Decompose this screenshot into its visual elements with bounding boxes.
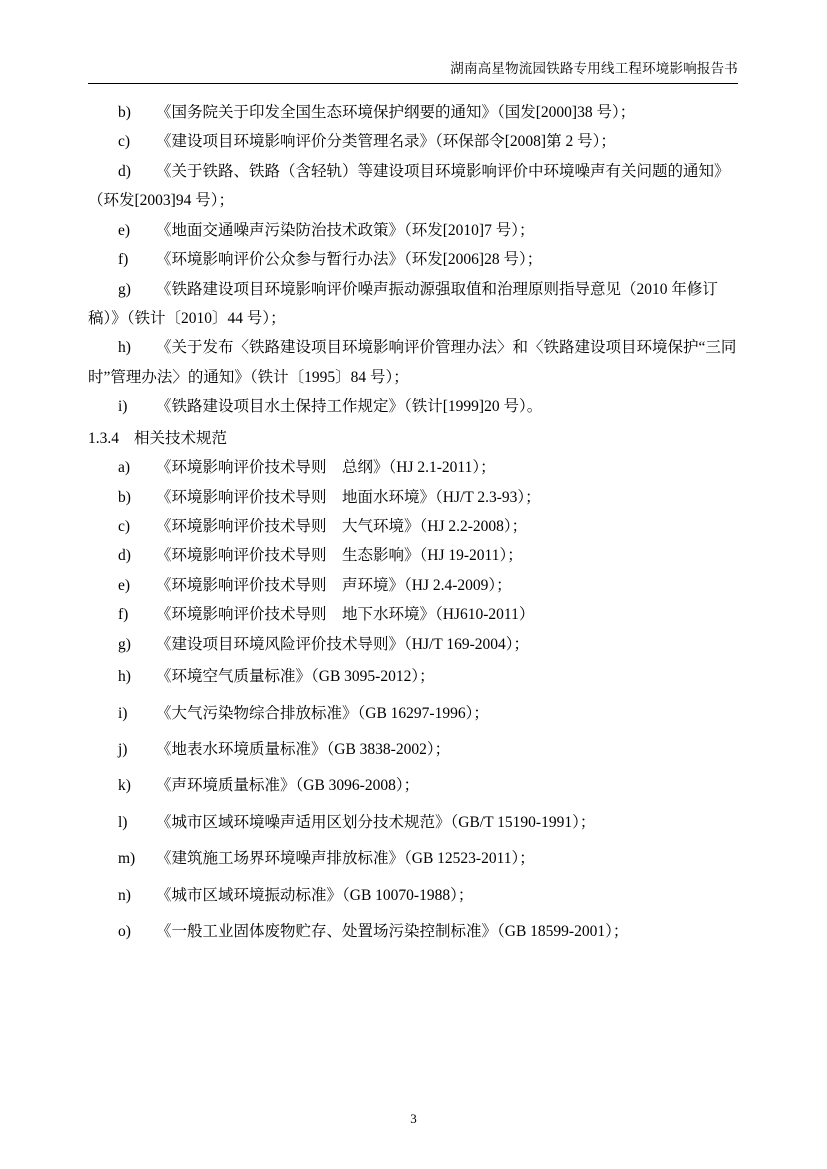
list-item [88, 659, 738, 695]
list-item-label: k) [118, 777, 131, 795]
list-item-label: e) [118, 221, 131, 239]
list-item [88, 768, 738, 804]
list-item [88, 245, 738, 274]
list-item-text: 《环境影响评价技术导则 生态影响》（HJ 19-2011）； [156, 547, 523, 565]
list-item [88, 541, 738, 570]
list-item-text: 《环境影响评价技术导则 声环境》（HJ 2.4-2009）； [156, 576, 512, 594]
list-item [88, 98, 738, 127]
list-item-label: e) [118, 576, 131, 594]
list-item [88, 914, 738, 950]
page-number: 3 [410, 1111, 417, 1126]
document-body [88, 84, 738, 951]
list-item [88, 732, 738, 768]
list-item-label: a) [118, 459, 131, 477]
list-item-text: 《关于铁路、铁路（含轻轨）等建设项目环境影响评价中环境噪声有关问题的通知》（环发[2003]94 号）； [88, 162, 730, 210]
list-item-label: b) [118, 103, 131, 121]
list-item-label: g) [118, 280, 131, 298]
list-item-text: 《声环境质量标准》（GB 3096-2008）； [156, 777, 420, 795]
list-item-text: 《关于发布〈铁路建设项目环境影响评价管理办法〉和〈铁路建设项目环境保护“三同时”管理办法〉的通知》（铁计〔1995〕84 号）； [88, 339, 737, 386]
list-item [88, 512, 738, 541]
list-item [88, 805, 738, 841]
standards-list-part-three [88, 659, 738, 950]
list-item-label: l) [118, 813, 128, 831]
regulation-list-part-one [88, 98, 738, 422]
section-heading [88, 424, 738, 453]
list-item-text: 《环境影响评价技术导则 地下水环境》（HJ610-2011） [156, 606, 535, 624]
list-item-label: n) [118, 886, 131, 904]
regulation-list-part-two [88, 453, 738, 659]
page-footer [0, 1111, 827, 1127]
list-item-label: f) [118, 606, 129, 624]
list-item-text: 《环境影响评价技术导则 大气环境》（HJ 2.2-2008）； [156, 518, 528, 536]
list-item-label: c) [118, 133, 131, 151]
list-item-text: 《铁路建设项目水土保持工作规定》（铁计[1999]20 号）。 [156, 398, 543, 416]
list-item-label: b) [118, 488, 131, 506]
list-item-text: 《一般工业固体废物贮存、处置场污染控制标准》（GB 18599-2001）； [156, 923, 629, 941]
list-item [88, 127, 738, 156]
page-header [88, 60, 738, 84]
list-item-text: 《建设项目环境影响评价分类管理名录》（环保部令[2008]第 2 号）； [156, 133, 616, 151]
list-item [88, 453, 738, 482]
list-item-text: 《环境影响评价公众参与暂行办法》（环发[2006]28 号）； [156, 251, 543, 269]
list-item [88, 841, 738, 877]
list-item [88, 571, 738, 600]
list-item [88, 392, 738, 421]
list-item-label: g) [118, 635, 131, 653]
list-item-text: 《大气污染物综合排放标准》（GB 16297-1996）； [156, 704, 489, 722]
list-item-label: c) [118, 518, 131, 536]
page-content [88, 60, 738, 951]
list-item-text: 《铁路建设项目环境影响评价噪声振动源强取值和治理原则指导意见（2010 年修订稿）》（铁计〔2010〕44 号）； [88, 280, 718, 327]
list-item-text: 《环境影响评价技术导则 地面水环境》（HJ/T 2.3-93）； [156, 488, 541, 506]
list-item-text: 《城市区域环境噪声适用区划分技术规范》（GB/T 15190-1991）； [156, 813, 596, 831]
list-item-text: 《城市区域环境振动标准》（GB 10070-1988）； [156, 886, 474, 904]
list-item-label: d) [118, 547, 131, 565]
list-item-label: d) [118, 162, 131, 180]
list-item-text: 《地面交通噪声污染防治技术政策》（环发[2010]7 号）； [156, 221, 535, 239]
list-item-label: i) [118, 704, 128, 722]
list-item [88, 275, 738, 334]
list-item-text: 《建设项目环境风险评价技术导则》（HJ/T 169-2004）； [156, 635, 530, 653]
list-item-text: 《环境空气质量标准》（GB 3095-2012）； [156, 668, 435, 686]
header-title: 湖南高星物流园铁路专用线工程环境影响报告书 [450, 61, 738, 76]
list-item [88, 878, 738, 914]
list-item-text: 《建筑施工场界环境噪声排放标准》（GB 12523-2011）； [156, 850, 535, 868]
list-item [88, 696, 738, 732]
section-number: 1.3.4 [88, 429, 119, 447]
list-item-label: i) [118, 398, 128, 416]
list-item [88, 600, 738, 629]
list-item-label: j) [118, 741, 128, 759]
list-item [88, 216, 738, 245]
list-item-text: 《环境影响评价技术导则 总纲》（HJ 2.1-2011）； [156, 459, 496, 477]
list-item-text: 《地表水环境质量标准》（GB 3838-2002）； [156, 741, 451, 759]
list-item [88, 157, 738, 216]
list-item-label: h) [118, 668, 131, 686]
list-item [88, 630, 738, 659]
list-item-label: m) [118, 850, 136, 868]
list-item [88, 333, 738, 392]
list-item-text: 《国务院关于印发全国生态环境保护纲要的通知》（国发[2000]38 号）； [156, 103, 636, 121]
list-item-label: f) [118, 251, 129, 269]
list-item [88, 483, 738, 512]
list-item-label: h) [118, 339, 131, 357]
section-title-text: 相关技术规范 [134, 429, 228, 447]
list-item-label: o) [118, 923, 131, 941]
